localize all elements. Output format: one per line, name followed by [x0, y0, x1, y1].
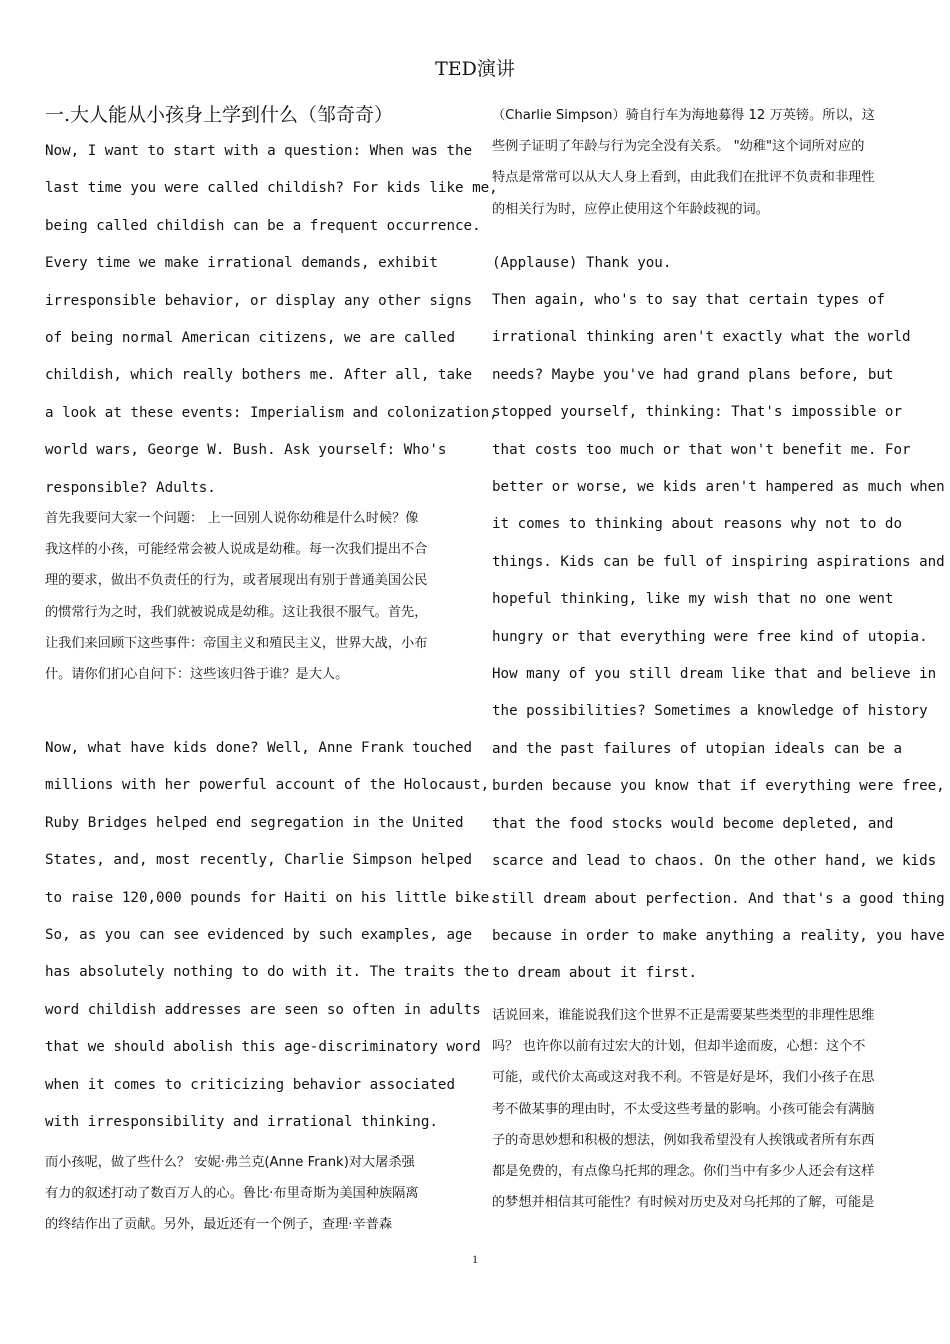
- text-line: Then again, who's to say that certain types of: [492, 292, 885, 308]
- text-line: it comes to thinking about reasons why not to do: [492, 516, 902, 533]
- text-line: irrational thinking aren't exactly what the world: [492, 329, 911, 346]
- text-line: things. Kids can be full of inspiring aspirations and: [492, 553, 945, 570]
- text-line: childish, which really bothers me. After all, take: [45, 367, 473, 384]
- section-heading: 一.大人能从小孩身上学到什么（邹奇奇）: [45, 104, 394, 126]
- text-line: 话说回来，谁能说我们这个世界不正是需要某些类型的非理性思维: [492, 1008, 875, 1023]
- text-line: 的惯常行为之时，我们就被说成是幼稚。这让我很不服气。首先，: [45, 604, 428, 620]
- text-line: to dream about it first.: [492, 965, 697, 982]
- text-line: better or worse, we kids aren't hampered as much when: [492, 479, 945, 496]
- text-line: millions with her powerful account of the Holocaust,: [45, 777, 490, 794]
- text-line: being called childish can be a frequent occurrence.: [45, 217, 481, 234]
- page-number: 1: [472, 1252, 478, 1266]
- text-line: 的相关行为时，应停止使用这个年龄歧视的词。: [492, 201, 769, 217]
- text-line: responsible? Adults.: [45, 479, 216, 496]
- text-line: States, and, most recently, Charlie Simpson helped: [45, 852, 473, 869]
- text-line: Every time we make irrational demands, exhibit: [45, 255, 438, 272]
- paragraph-zh-1: [45, 503, 427, 690]
- text-line: Now, I want to start with a question: When was the: [45, 143, 473, 159]
- text-line: 吗？ 也许你以前有过宏大的计划，但却半途而废，心想：这个不: [492, 1039, 866, 1055]
- text-line: 什。请你们扪心自问下：这些该归咎于谁？是大人。: [45, 667, 349, 683]
- text-line: 考不做某事的理由时，不太受这些考量的影响。小孩可能会有满脑: [492, 1101, 875, 1117]
- text-line: burden because you know that if everything were free,: [492, 778, 945, 795]
- text-line: 而小孩呢，做了些什么？ 安妮·弗兰克(Anne Frank)对大屠杀强: [45, 1155, 415, 1170]
- text-line: Now, what have kids done? Well, Anne Frank touched: [45, 740, 473, 756]
- text-line: when it comes to criticizing behavior associated: [45, 1076, 455, 1093]
- text-line: a look at these events: Imperialism and colonization,: [45, 404, 498, 421]
- text-line: and the past failures of utopian ideals can be a: [492, 740, 902, 757]
- text-line: hungry or that everything were free kind of utopia.: [492, 628, 928, 645]
- text-line: 让我们来回顾下这些事件：帝国主义和殖民主义，世界大战，小布: [45, 635, 428, 651]
- paragraph-en-1: [45, 133, 498, 507]
- paragraph-zh-0: [492, 100, 875, 225]
- text-line: 理的要求，做出不负责任的行为，或者展现出有别于普通美国公民: [45, 573, 428, 589]
- text-line: needs? Maybe you've had grand plans before, but: [492, 366, 894, 383]
- text-line: irresponsible behavior, or display any other signs: [45, 292, 473, 309]
- applause-line: (Applause) Thank you.: [492, 255, 672, 271]
- text-line: stopped yourself, thinking: That's impossible or: [492, 404, 902, 421]
- text-line: So, as you can see evidenced by such examples, age: [45, 927, 473, 944]
- text-line: 有力的叙述打动了数百万人的心。鲁比·布里奇斯为美国种族隔离: [45, 1186, 419, 1202]
- text-line: word childish addresses are seen so often in adults: [45, 1001, 481, 1018]
- text-line: with irresponsibility and irrational thinking.: [45, 1114, 438, 1131]
- text-line: that costs too much or that won't benefit me. For: [492, 441, 911, 458]
- paragraph-zh-3: [492, 1000, 874, 1218]
- text-line: （Charlie Simpson）骑自行车为海地募得 12 万英镑。所以，这: [492, 108, 875, 123]
- paragraph-zh-2: [45, 1147, 418, 1241]
- text-line: to raise 120,000 pounds for Haiti on his little bike.: [45, 889, 498, 906]
- text-line: 子的奇思妙想和积极的想法，例如我希望没有人挨饿或者所有东西: [492, 1132, 875, 1148]
- text-line: Ruby Bridges helped end segregation in the United: [45, 814, 464, 831]
- text-line: of being normal American citizens, we are called: [45, 330, 455, 347]
- text-line: 可能，或代价太高或这对我不利。不管是好是坏，我们小孩子在思: [492, 1070, 875, 1086]
- text-line: 的梦想并相信其可能性？有时候对历史及对乌托邦的了解，可能是: [492, 1195, 875, 1211]
- text-line: world wars, George W. Bush. Ask yourself: Who's: [45, 442, 447, 459]
- text-line: 我这样的小孩，可能经常会被人说成是幼稚。每一次我们提出不合: [45, 542, 428, 558]
- text-line: still dream about perfection. And that's a good thing: [492, 890, 945, 907]
- text-line: How many of you still dream like that and believe in: [492, 666, 937, 683]
- text-line: 特点是常常可以从大人身上看到，由此我们在批评不负责和非理性: [492, 170, 875, 186]
- text-line: scarce and lead to chaos. On the other hand, we kids: [492, 853, 937, 870]
- document-title: TED演讲: [435, 58, 515, 80]
- paragraph-en-3: [492, 282, 945, 993]
- text-line: 首先我要问大家一个问题： 上一回别人说你幼稚是什么时候？像: [45, 511, 419, 526]
- text-line: 些例子证明了年龄与行为完全没有关系。 "幼稚"这个词所对应的: [492, 139, 865, 155]
- paragraph-en-2: [45, 730, 498, 1141]
- text-line: hopeful thinking, like my wish that no one went: [492, 591, 894, 608]
- text-line: because in order to make anything a reality, you have: [492, 927, 945, 944]
- text-line: that the food stocks would become depleted, and: [492, 815, 894, 832]
- text-line: has absolutely nothing to do with it. The traits the: [45, 964, 490, 981]
- text-line: that we should abolish this age-discriminatory word: [45, 1039, 481, 1056]
- text-line: 的终结作出了贡献。另外，最近还有一个例子，查理·辛普森: [45, 1217, 393, 1233]
- text-line: last time you were called childish? For kids like me,: [45, 180, 498, 197]
- text-line: the possibilities? Sometimes a knowledge of history: [492, 703, 928, 720]
- text-line: 都是免费的，有点像乌托邦的理念。你们当中有多少人还会有这样: [492, 1164, 875, 1180]
